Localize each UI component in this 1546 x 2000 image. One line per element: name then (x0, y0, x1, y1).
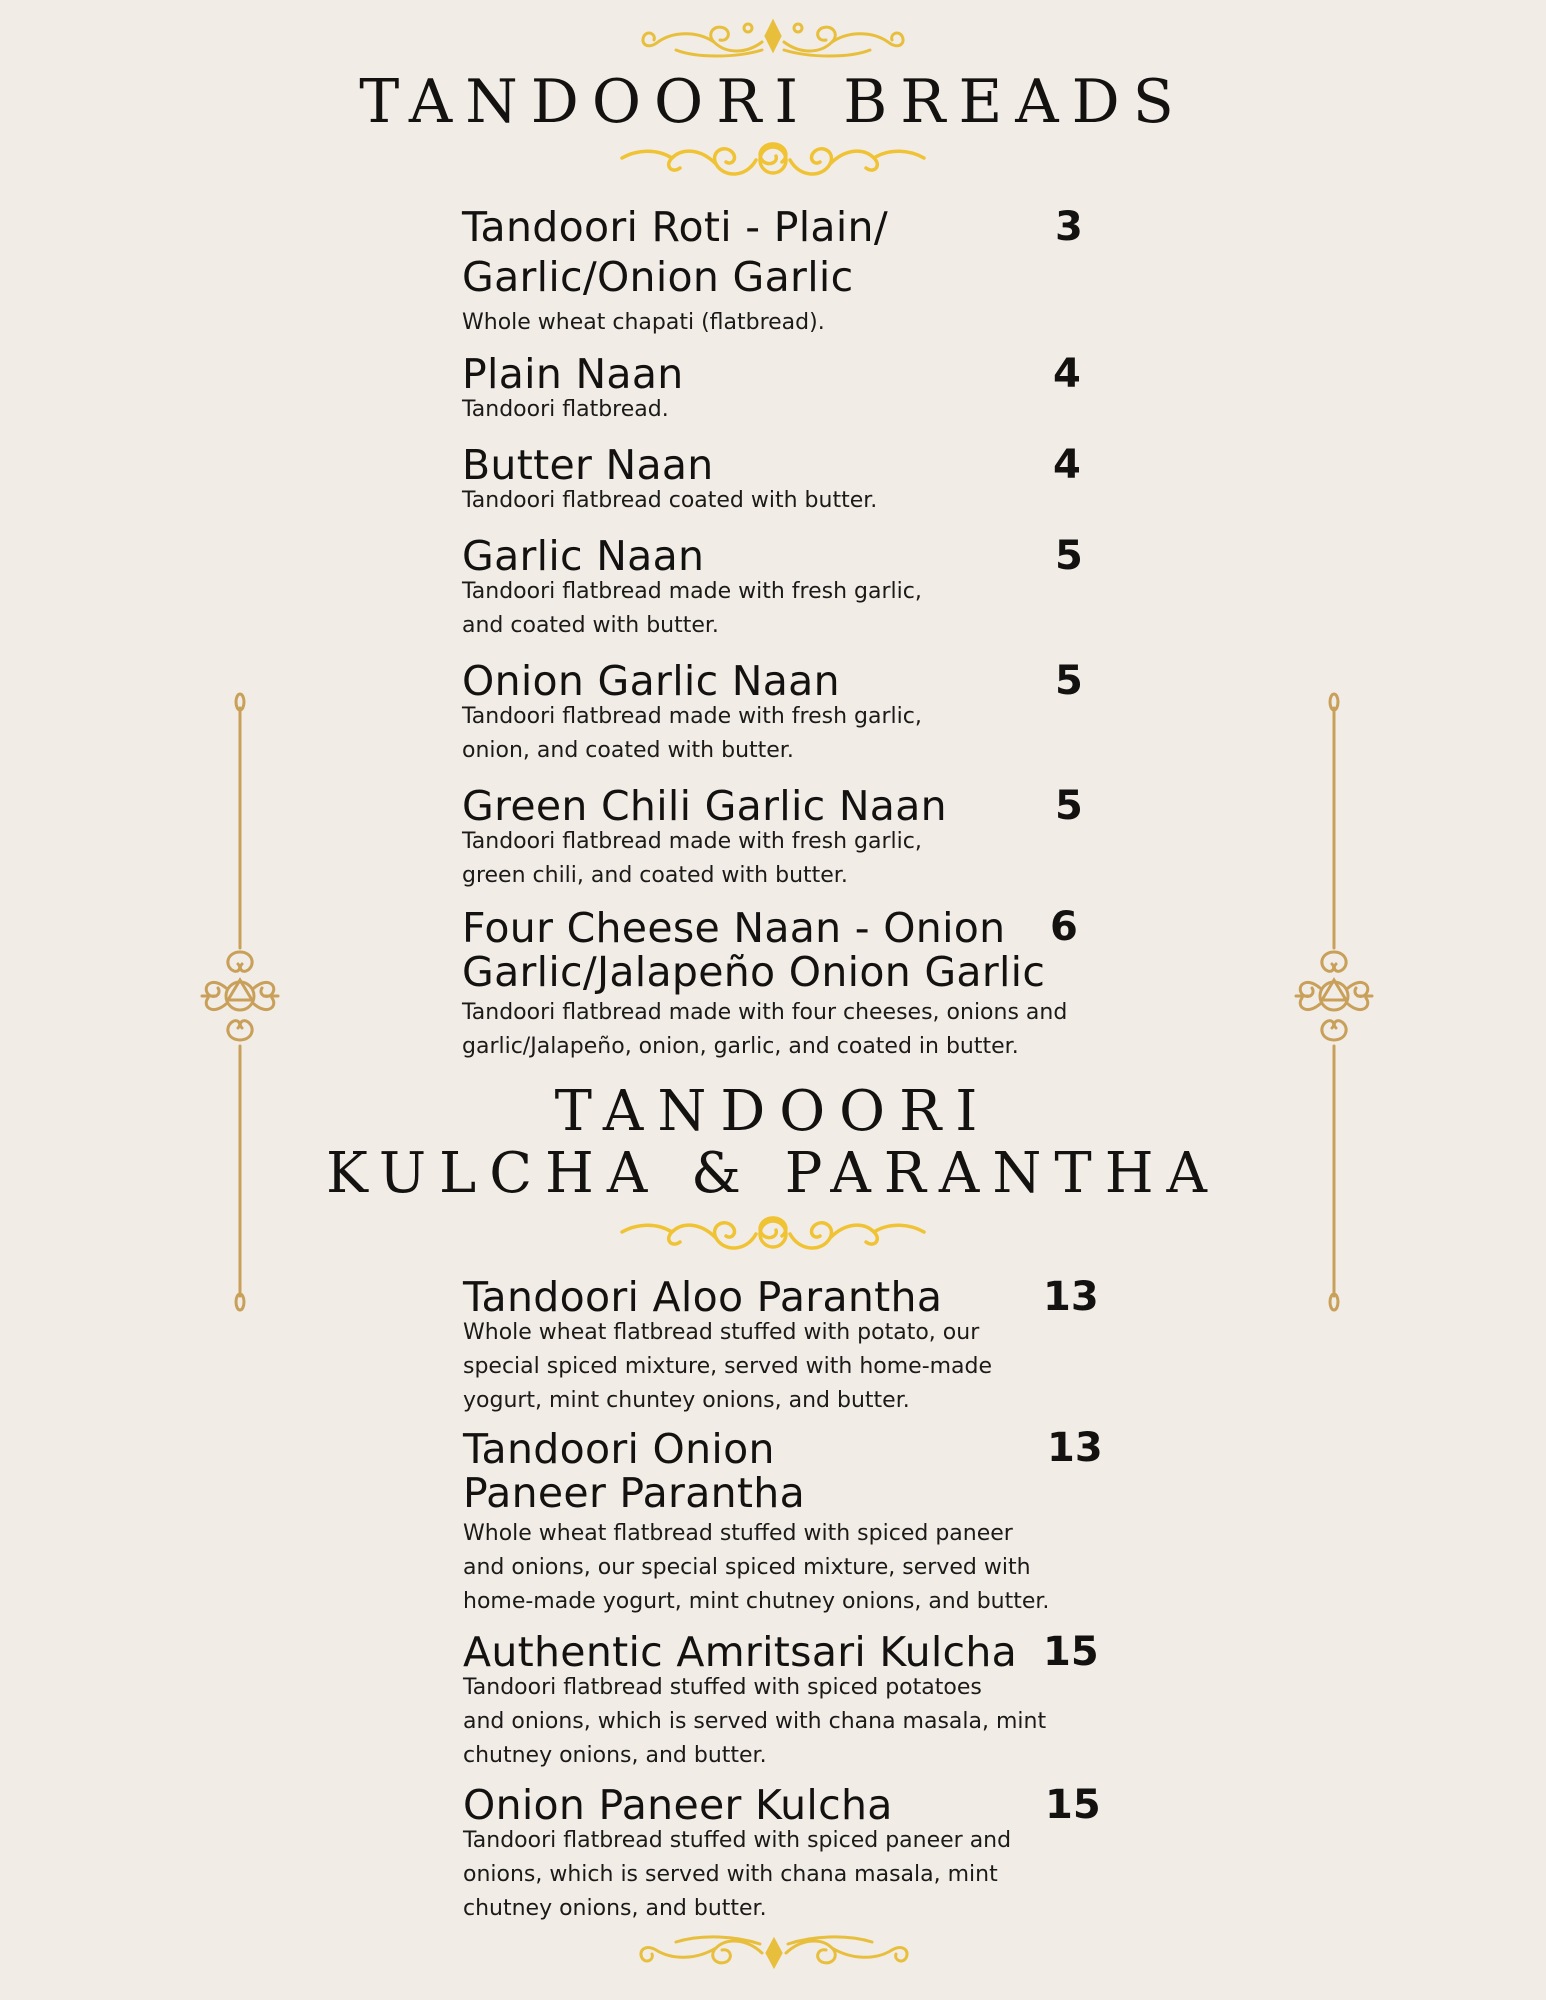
menu-item (463, 1780, 1101, 1926)
item-description: Tandoori flatbread made with fresh garlic, onion, and coated with butter. (462, 704, 922, 763)
item-name: Authentic Amritsari Kulcha (463, 1628, 1018, 1676)
item-description: Tandoori flatbread made with four cheeses, onions and garlic/Jalapeño, onion, garlic, and coated in butter. (462, 1000, 1068, 1059)
swirl-divider-icon (616, 1212, 930, 1254)
item-price: 15 (1043, 1629, 1099, 1675)
item-price: 5 (1055, 533, 1083, 579)
item-description: Tandoori flatbread made with fresh garlic, and coated with butter. (462, 579, 922, 638)
menu-item (462, 531, 1082, 643)
item-description: Tandoori flatbread stuffed with spiced potatoes and onions, which is served with chana masala, mint chutney onions, and butter. (463, 1675, 1047, 1768)
item-name: Onion Paneer Kulcha (463, 1781, 893, 1829)
item-price: 3 (1055, 204, 1083, 250)
item-description: Tandoori flatbread made with fresh garlic, green chili, and coated with butter. (462, 829, 922, 888)
section-title-line-1: TANDOORI (554, 1079, 992, 1144)
item-name: Tandoori Aloo Parantha (463, 1273, 943, 1321)
item-price: 13 (1047, 1425, 1103, 1471)
vertical-ornament-icon (198, 690, 282, 1314)
menu-item (462, 781, 1082, 893)
swirl-divider-icon (616, 138, 930, 180)
item-name: Onion Garlic Naan (462, 657, 840, 705)
item-price: 4 (1053, 351, 1081, 397)
item-description: Whole wheat chapati (flatbread). (462, 310, 825, 335)
menu-item (463, 1627, 1099, 1773)
item-price: 13 (1043, 1274, 1099, 1320)
item-name: Plain Naan (462, 350, 684, 398)
menu-item (463, 1272, 1099, 1418)
menu-item (462, 906, 1082, 1064)
menu-item (462, 440, 1082, 518)
item-price: 4 (1053, 442, 1081, 488)
section-title-tandoori-breads: TANDOORI BREADS (359, 67, 1187, 137)
vertical-ornament-icon (1292, 690, 1376, 1314)
top-flourish-icon (636, 14, 910, 62)
item-price: 6 (1050, 904, 1078, 950)
item-name: Garlic Naan (462, 532, 705, 580)
bottom-flourish-icon (632, 1930, 916, 1976)
menu-item (462, 349, 1082, 427)
menu-item (462, 202, 1082, 340)
item-price: 5 (1055, 783, 1083, 829)
item-name: Four Cheese Naan - Onion Garlic/Jalapeño Onion Garlic (462, 904, 1046, 996)
item-name: Tandoori Roti - Plain/ Garlic/Onion Garlic (462, 203, 888, 301)
item-description: Tandoori flatbread coated with butter. (462, 488, 878, 513)
item-name: Green Chili Garlic Naan (462, 782, 947, 830)
item-description: Tandoori flatbread. (462, 397, 669, 422)
menu-item (463, 1425, 1103, 1619)
item-price: 5 (1055, 658, 1083, 704)
item-name: Butter Naan (462, 441, 714, 489)
section-title-line-2: KULCHA & PARANTHA (325, 1141, 1220, 1206)
item-description: Whole wheat flatbread stuffed with spiced paneer and onions, our special spiced mixture, served with home-made yogurt, mint chutney onions, and butter. (463, 1521, 1050, 1614)
menu-item (462, 656, 1082, 768)
item-description: Whole wheat flatbread stuffed with potato, our special spiced mixture, served with home-made yogurt, mint chuntey onions, and butter. (463, 1320, 993, 1413)
item-description: Tandoori flatbread stuffed with spiced paneer and onions, which is served with chana masala, mint chutney onions, and butter. (463, 1828, 1012, 1921)
item-name: Tandoori Onion Paneer Parantha (463, 1425, 805, 1517)
item-price: 15 (1045, 1782, 1101, 1828)
